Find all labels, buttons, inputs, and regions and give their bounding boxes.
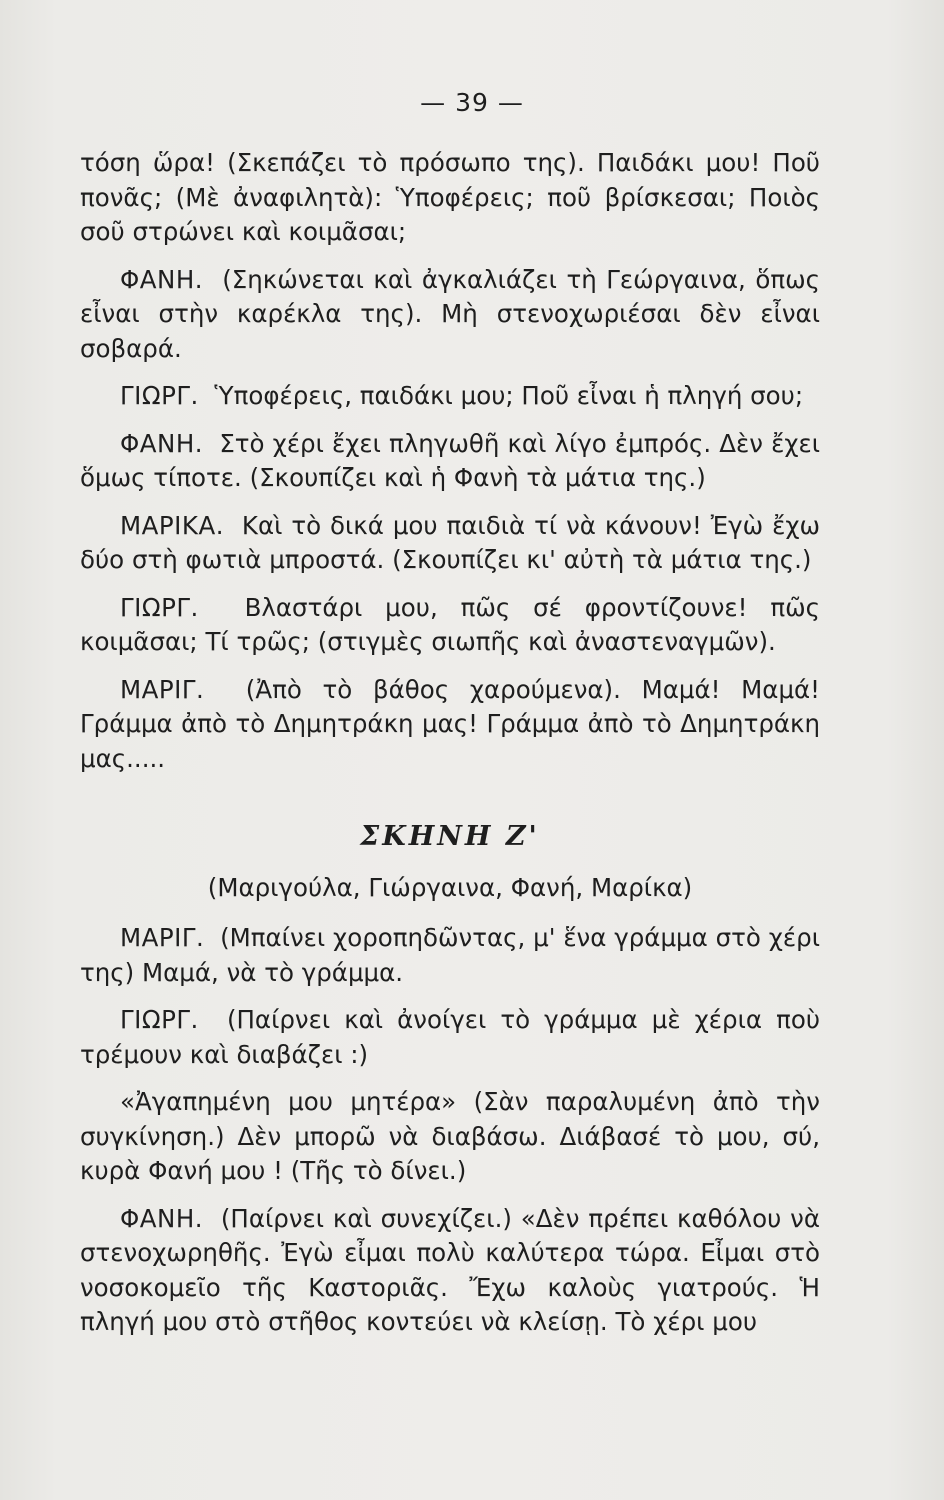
speaker-name: ΓΙΩΡΓ. xyxy=(120,592,199,622)
paragraph xyxy=(80,1202,820,1340)
paragraph xyxy=(80,263,820,367)
speaker-name: ΓΙΩΡΓ. xyxy=(120,381,199,410)
paragraph xyxy=(80,591,820,660)
paragraph-text: Καὶ τὸ δικά μου παιδιὰ τί νὰ κάνουν! Ἐγὼ ἔχω δύο στὴ φωτιὰ μπροστά. (Σκουπίζει κι' αὐτὴ τὰ μάτια της.) xyxy=(80,510,821,574)
paragraph xyxy=(80,673,820,777)
paragraph xyxy=(80,379,820,414)
paragraph-text: (Παίρνει καὶ συνεχίζει.) «Δὲν πρέπει καθόλου νὰ στενοχωρηθῆς. Ἐγὼ εἶμαι πολὺ καλύτερα τώρα. Εἶμαι στὸ νοσοκομεῖο τῆς Καστοριᾶς. Ἔχω καλοὺς γιατρούς. Ἡ πληγή μου στὸ στῆθος κοντεύει νὰ κλείσῃ. Τὸ χέρι μου xyxy=(80,1203,821,1336)
page-number: — 39 — xyxy=(420,88,524,117)
speaker-name: ΜΑΡΙΚΑ. xyxy=(120,510,225,540)
speaker-name: ΜΑΡΙΓ. xyxy=(120,923,205,952)
paragraph xyxy=(80,146,820,250)
speaker-name: ΓΙΩΡΓ. xyxy=(120,1005,199,1034)
speaker-name: ΦΑΝΗ. xyxy=(120,264,204,294)
paragraph-text: Ὑποφέρεις, παιδάκι μου; Ποῦ εἶναι ἡ πληγή σου; xyxy=(214,381,804,410)
scene-title: ΣΚΗΝΗ Ζ' xyxy=(360,821,540,852)
paragraph-text: «Ἀγαπημένη μου μητέρα» (Σὰν παραλυμένη ἀπὸ τὴν συγκίνηση.) Δὲν μπορῶ νὰ διαβάσω. Διάβασέ τὸ μου, σύ, κυρὰ Φανή μου ! (Τῆς τὸ δίνει.) xyxy=(80,1087,820,1185)
scene-cast: (Μαριγούλα, Γιώργαινα, Φανή, Μαρίκα) xyxy=(207,872,693,902)
speaker-name: ΦΑΝΗ. xyxy=(120,1203,204,1233)
paragraph-text: Βλαστάρι μου, πῶς σέ φροντίζουνε! πῶς κοιμᾶσαι; Τί τρῶς; (στιγμὲς σιωπῆς καὶ ἀναστεναγμῶν). xyxy=(80,592,820,656)
paragraph xyxy=(80,427,820,496)
paragraph-text: (Σηκώνεται καὶ ἀγκαλιάζει τὴ Γεώργαινα, ὅπως εἶναι στὴν καρέκλα της). Μὴ στενοχωριέσαι δὲν εἶναι σοβαρά. xyxy=(80,264,821,363)
paragraph xyxy=(80,1003,820,1072)
text-body xyxy=(80,146,820,1340)
speaker-name: ΜΑΡΙΓ. xyxy=(120,674,205,704)
paragraph xyxy=(80,921,820,990)
paragraph xyxy=(80,509,820,578)
paragraph-text: (Ἀπὸ τὸ βάθος χαρούμενα). Μαμά! Μαμά! Γράμμα ἀπὸ τὸ Δημητράκη μας! Γράμμα ἀπὸ τὸ Δημητράκη μας..... xyxy=(80,674,821,773)
speaker-name: ΦΑΝΗ. xyxy=(120,428,204,458)
paragraph-text: (Μπαίνει χοροπηδῶντας, μ' ἕνα γράμμα στὸ χέρι της) Μαμά, νὰ τὸ γράμμα. xyxy=(80,923,821,987)
paragraph xyxy=(80,1085,820,1189)
paragraph-text: τόση ὥρα! (Σκεπάζει τὸ πρόσωπο της). Παιδάκι μου! Ποῦ πονᾶς; (Μὲ ἀναφιλητὰ): Ὑποφέρεις; ποῦ βρίσκεσαι; Ποιὸς σοῦ στρώνει καὶ κοιμᾶσαι; xyxy=(80,148,820,246)
paragraph-text: Στὸ χέρι ἔχει πληγωθῆ καὶ λίγο ἐμπρός. Δὲν ἔχει ὅμως τίποτε. (Σκουπίζει καὶ ἡ Φανὴ τὰ μάτια της.) xyxy=(80,428,821,492)
paragraph-text: (Παίρνει καὶ ἀνοίγει τὸ γράμμα μὲ χέρια ποὺ τρέμουν καὶ διαβάζει :) xyxy=(80,1005,820,1069)
